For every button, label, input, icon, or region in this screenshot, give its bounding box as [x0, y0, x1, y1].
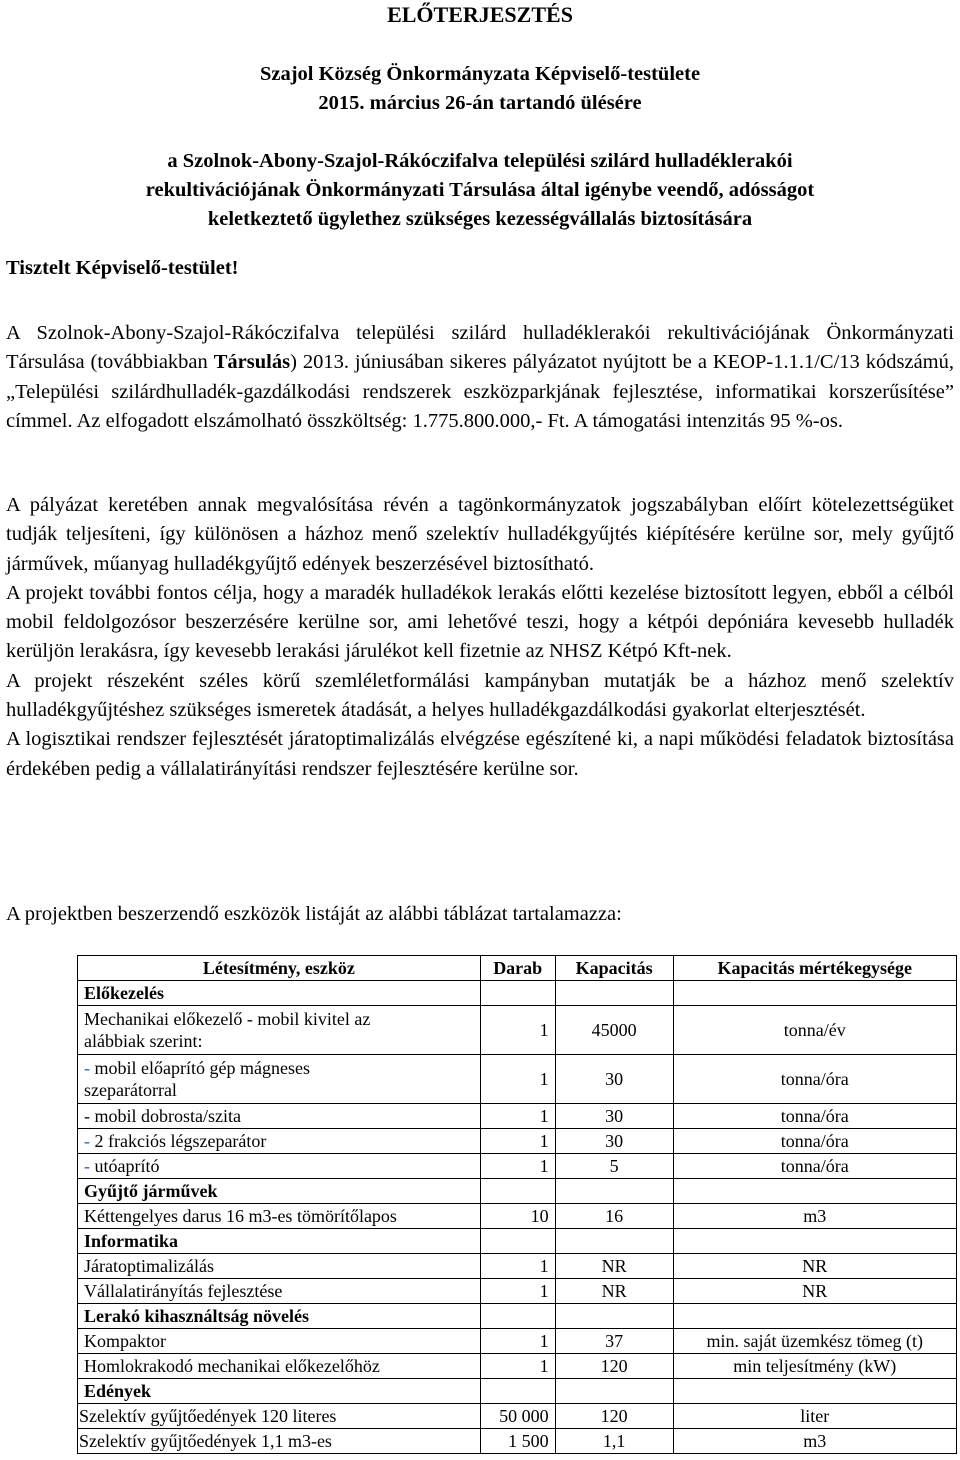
item-unit: tonna/óra: [673, 1104, 956, 1129]
item-name-line: mobil előaprító gép mágneses: [90, 1058, 310, 1078]
item-name: [78, 1354, 481, 1379]
item-name-line: 2 frakciós légszeparátor: [90, 1131, 267, 1151]
category-label: Gyűjtő járművek: [78, 1179, 481, 1204]
item-capacity: NR: [555, 1279, 673, 1304]
item-quantity: 1: [480, 1104, 555, 1129]
document-title: ELŐTERJESZTÉS: [387, 2, 573, 27]
category-label: Edények: [78, 1379, 481, 1404]
list-dash: -: [84, 1131, 90, 1151]
body-paragraphs: [6, 491, 954, 784]
empty-cell: [555, 1304, 673, 1329]
empty-cell: [673, 981, 956, 1006]
body-paragraph: A pályázat keretében annak megvalósítása révén a tagönkormányzatok jogszabályban előírt kötelezettségüket tudják teljesíteni, így különösen a házhoz menő szelektív hulladékgyűjtés kiépítésére kerülne sor, mely gyűjtő járművek, műanyag hulladékgyűjtő edények beszerzésével biztosítható.: [6, 494, 954, 575]
table-row: [78, 1279, 957, 1304]
table-category-row: [78, 981, 957, 1006]
table-row: [78, 1204, 957, 1229]
item-name: [78, 1104, 481, 1129]
item-capacity: 37: [555, 1329, 673, 1354]
item-name: [78, 1279, 481, 1304]
subject-block: [0, 147, 960, 234]
subject-line: keletkeztető ügylethez szükséges kezességvállalás biztosítására: [207, 208, 753, 230]
item-capacity: 1,1: [555, 1429, 673, 1454]
item-name-line: Járatoptimalizálás: [84, 1256, 214, 1276]
item-quantity: 1 500: [480, 1429, 555, 1454]
empty-cell: [555, 1179, 673, 1204]
item-quantity: 1: [480, 1006, 555, 1055]
item-quantity: 1: [480, 1254, 555, 1279]
item-capacity: 120: [555, 1354, 673, 1379]
item-unit: tonna/év: [673, 1006, 956, 1055]
empty-cell: [555, 1229, 673, 1254]
empty-cell: [673, 1179, 956, 1204]
item-name-line: szeparátorral: [84, 1080, 177, 1100]
header-quantity: Darab: [480, 956, 555, 981]
subject-line: rekultivációjának Önkormányzati Társulása által igénybe veendő, adósságot: [145, 179, 815, 201]
table-row: [78, 1154, 957, 1179]
item-name-line: Mechanikai előkezelő - mobil kivitel az: [84, 1009, 371, 1029]
list-dash: -: [84, 1106, 90, 1126]
item-name-line: Szelektív gyűjtőedények 1,1 m3-es: [79, 1431, 332, 1451]
table-row: [78, 1129, 957, 1154]
item-capacity: 120: [555, 1404, 673, 1429]
item-unit: tonna/óra: [673, 1129, 956, 1154]
body-paragraph: A projekt részeként széles körű szemléletformálási kampányban mutatják be a házhoz menő szelektív hulladékgyűjtéshez szükséges ismeretek átadását, a helyes hulladékgazdálkodási gyakorlat elterjesztését.: [6, 669, 954, 722]
table-header-row: [78, 956, 957, 981]
item-capacity: 30: [555, 1055, 673, 1104]
greeting: Tisztelt Képviselő-testület!: [6, 257, 239, 279]
item-name: [78, 1129, 481, 1154]
table-row: [78, 1429, 957, 1454]
category-label: Előkezelés: [78, 981, 481, 1006]
item-name: [78, 1329, 481, 1354]
item-name: [78, 1254, 481, 1279]
item-name: [78, 1006, 481, 1055]
item-name: [78, 1204, 481, 1229]
list-dash: -: [84, 1156, 90, 1176]
header-facility: Létesítmény, eszköz: [78, 956, 481, 981]
empty-cell: [555, 1379, 673, 1404]
empty-cell: [480, 1229, 555, 1254]
item-unit: m3: [673, 1204, 956, 1229]
item-name-line: Szelektív gyűjtőedények 120 literes: [79, 1406, 337, 1426]
item-name-line: alábbiak szerint:: [84, 1031, 203, 1051]
addressee-line: Szajol Község Önkormányzata Képviselő-testülete: [259, 63, 701, 85]
item-name-line: Homlokrakodó mechanikai előkezelőhöz: [84, 1356, 380, 1376]
item-quantity: 1: [480, 1129, 555, 1154]
empty-cell: [555, 981, 673, 1006]
item-quantity: 1: [480, 1154, 555, 1179]
intro-paragraph-block: [6, 319, 954, 436]
intro-text-start: A Szolnok-Abony-Szajol-Rákóczifalva települési szilárd hulladéklerakói rekultivációjának Önkormányzati Társulása (továbbiakban: [6, 322, 954, 374]
item-capacity: NR: [555, 1254, 673, 1279]
empty-cell: [673, 1304, 956, 1329]
table-row: [78, 1055, 957, 1104]
addressee-block: [0, 60, 960, 118]
empty-cell: [480, 1304, 555, 1329]
item-name-line: Kéttengelyes darus 16 m3-es tömörítőlapos: [84, 1206, 397, 1226]
item-unit: min teljesítmény (kW): [673, 1354, 956, 1379]
table-category-row: [78, 1179, 957, 1204]
item-name: [78, 1055, 481, 1104]
item-quantity: 50 000: [480, 1404, 555, 1429]
empty-cell: [673, 1379, 956, 1404]
item-name-line: mobil dobrosta/szita: [90, 1106, 241, 1126]
item-name-line: Vállalatirányítás fejlesztése: [84, 1281, 283, 1301]
table-row: [78, 1006, 957, 1055]
item-capacity: 30: [555, 1129, 673, 1154]
item-unit: min. saját üzemkész tömeg (t): [673, 1329, 956, 1354]
item-unit: NR: [673, 1279, 956, 1304]
item-unit: tonna/óra: [673, 1154, 956, 1179]
item-capacity: 30: [555, 1104, 673, 1129]
table-row: [78, 1254, 957, 1279]
table-row: [78, 1329, 957, 1354]
category-label: Informatika: [78, 1229, 481, 1254]
item-name-line: utóaprító: [90, 1156, 160, 1176]
item-capacity: 45000: [555, 1006, 673, 1055]
empty-cell: [480, 1379, 555, 1404]
category-label: Lerakó kihasználtság növelés: [78, 1304, 481, 1329]
intro-paragraph: [6, 319, 954, 436]
table-body: [78, 981, 957, 1454]
table-category-row: [78, 1304, 957, 1329]
table-row: [78, 1354, 957, 1379]
item-unit: m3: [673, 1429, 956, 1454]
table-row: [78, 1104, 957, 1129]
item-name: [78, 1429, 481, 1454]
table-intro: A projektben beszerzendő eszközök listáját az alábbi táblázat tartalamazza:: [6, 903, 622, 925]
empty-cell: [480, 1179, 555, 1204]
header-capacity-unit: Kapacitás mértékegysége: [673, 956, 956, 981]
item-unit: liter: [673, 1404, 956, 1429]
item-name: [78, 1404, 481, 1429]
body-paragraph: A projekt további fontos célja, hogy a maradék hulladékok lerakás előtti kezelése biztosított legyen, ebből a célból mobil feldolgozósor beszerzésére kerülne sor, ami lehetővé teszi, hogy a kétpói depóniára kevesebb hulladék kerüljön lerakásra, így kevesebb lerakási járulékot kell fizetnie az NHSZ Kétpó Kft-nek.: [6, 581, 954, 663]
list-dash: -: [84, 1058, 90, 1078]
item-quantity: 1: [480, 1329, 555, 1354]
item-unit: NR: [673, 1254, 956, 1279]
header-capacity: Kapacitás: [555, 956, 673, 981]
item-quantity: 1: [480, 1354, 555, 1379]
item-quantity: 1: [480, 1055, 555, 1104]
table-category-row: [78, 1229, 957, 1254]
body-paragraph: A logisztikai rendszer fejlesztését járatoptimalizálás elvégzése egészítené ki, a napi működési feladatok biztosítása érdekében pedig a vállalatirányítási rendszer fejlesztésére kerülne sor.: [6, 728, 954, 780]
item-name-line: Kompaktor: [84, 1331, 166, 1351]
item-capacity: 16: [555, 1204, 673, 1229]
empty-cell: [673, 1229, 956, 1254]
item-quantity: 10: [480, 1204, 555, 1229]
intro-text-end: ) 2013. júniusában sikeres pályázatot nyújtott be a KEOP-1.1.1/C/13 kódszámú, „Települési szilárdhulladék-gazdálkodási rendszerek eszközparkjának fejlesztése, informatikai korszerűsítése” címmel. Az elfogadott elszámolható összköltség: 1.775.800.000,- Ft. A támogatási intenzitás 95 %-os.: [6, 351, 955, 432]
empty-cell: [480, 981, 555, 1006]
item-name: [78, 1154, 481, 1179]
table-category-row: [78, 1379, 957, 1404]
equipment-table: [77, 955, 957, 1454]
subject-line: a Szolnok-Abony-Szajol-Rákóczifalva települési szilárd hulladéklerakói: [167, 150, 793, 172]
table-intro-block: [6, 900, 954, 929]
item-capacity: 5: [555, 1154, 673, 1179]
intro-bold-term: Társulás: [213, 351, 291, 374]
item-unit: tonna/óra: [673, 1055, 956, 1104]
table-row: [78, 1404, 957, 1429]
item-quantity: 1: [480, 1279, 555, 1304]
meeting-date-line: 2015. március 26-án tartandó ülésére: [318, 92, 642, 114]
